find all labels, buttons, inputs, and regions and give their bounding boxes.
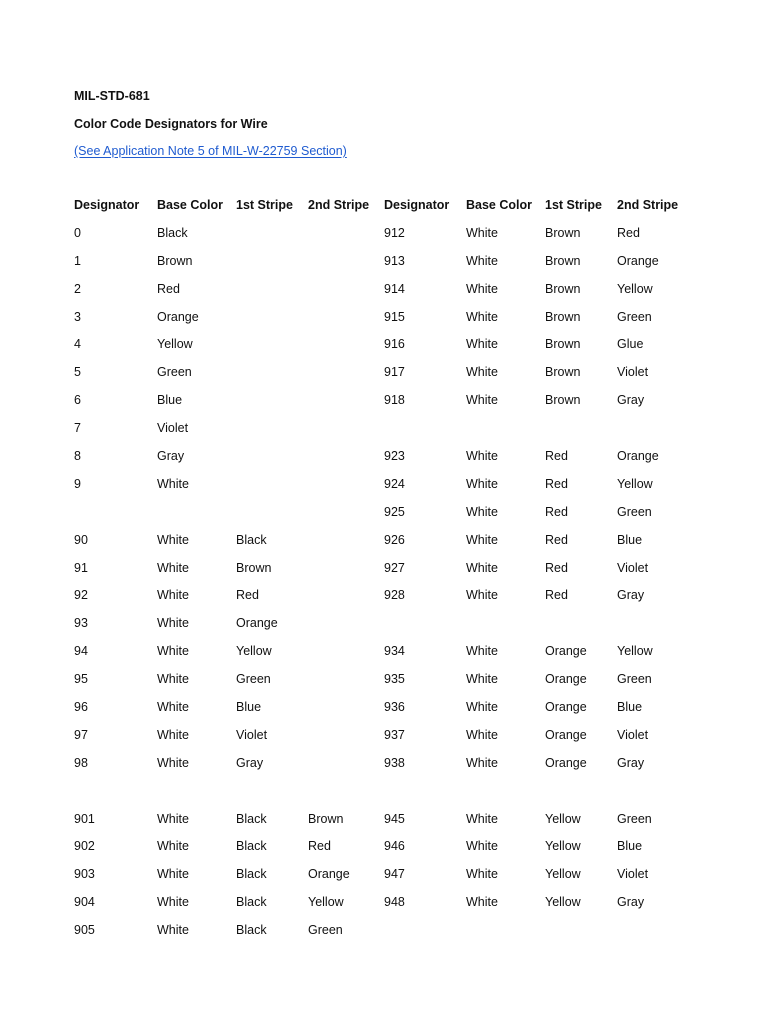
first-stripe-cell: Brown — [545, 225, 581, 240]
designator-cell: 97 — [74, 727, 88, 742]
second-stripe-cell: Gray — [617, 393, 645, 408]
second-stripe-cell: Yellow — [617, 476, 653, 491]
second-stripe-cell: Violet — [617, 727, 649, 742]
second-stripe-cell: Gray — [617, 755, 645, 770]
designator-cell: 925 — [384, 504, 405, 519]
base-color-cell: White — [466, 476, 498, 491]
base-color-cell: Black — [157, 225, 188, 240]
table-row — [74, 893, 714, 921]
header-designator: Designator — [384, 198, 450, 212]
designator-cell: 93 — [74, 616, 88, 631]
first-stripe-cell: Green — [236, 672, 271, 687]
designator-cell: 945 — [384, 811, 405, 826]
first-stripe-cell: Orange — [236, 616, 278, 631]
second-stripe-cell: Orange — [617, 449, 659, 464]
second-stripe-cell: Violet — [617, 560, 649, 575]
designator-cell: 90 — [74, 532, 88, 547]
header-designator: Designator — [74, 198, 140, 212]
base-color-cell: White — [466, 365, 498, 380]
first-stripe-cell: Red — [545, 588, 568, 603]
second-stripe-cell: Red — [617, 225, 640, 240]
first-stripe-cell: Orange — [545, 727, 587, 742]
color-code-table — [74, 196, 714, 949]
base-color-cell: Gray — [157, 449, 185, 464]
first-stripe-cell: Brown — [545, 393, 581, 408]
header-base-color: Base Color — [466, 198, 532, 212]
first-stripe-cell: Gray — [236, 755, 264, 770]
header-1st-stripe: 1st Stripe — [545, 198, 602, 212]
second-stripe-cell: Glue — [617, 337, 644, 352]
table-row — [74, 726, 714, 754]
document-subtitle: Color Code Designators for Wire — [74, 117, 268, 131]
second-stripe-cell: Blue — [617, 700, 643, 715]
table-row — [74, 531, 714, 559]
designator-cell: 918 — [384, 393, 405, 408]
table-row — [74, 586, 714, 614]
designator-cell: 6 — [74, 393, 81, 408]
designator-cell: 1 — [74, 253, 81, 268]
designator-cell: 905 — [74, 923, 95, 938]
table-row — [74, 782, 714, 810]
base-color-cell: White — [157, 755, 189, 770]
base-color-cell: Orange — [157, 309, 199, 324]
second-stripe-cell: Gray — [617, 895, 645, 910]
designator-cell: 94 — [74, 644, 88, 659]
designator-cell: 91 — [74, 560, 88, 575]
document-header — [74, 88, 714, 159]
second-stripe-cell: Orange — [617, 253, 659, 268]
base-color-cell: White — [157, 839, 189, 854]
second-stripe-cell: Yellow — [308, 895, 344, 910]
designator-cell: 913 — [384, 253, 405, 268]
header-base-color: Base Color — [157, 198, 223, 212]
table-row — [74, 224, 714, 252]
designator-cell: 936 — [384, 700, 405, 715]
base-color-cell: White — [466, 727, 498, 742]
table-row — [74, 419, 714, 447]
second-stripe-cell: Brown — [308, 811, 344, 826]
first-stripe-cell: Yellow — [545, 867, 581, 882]
base-color-cell: White — [466, 672, 498, 687]
designator-cell: 4 — [74, 337, 81, 352]
base-color-cell: White — [157, 727, 189, 742]
table-row — [74, 921, 714, 949]
base-color-cell: White — [466, 839, 498, 854]
second-stripe-cell: Violet — [617, 365, 649, 380]
table-row — [74, 391, 714, 419]
table-row — [74, 670, 714, 698]
second-stripe-cell: Green — [617, 504, 652, 519]
first-stripe-cell: Red — [545, 560, 568, 575]
table-row — [74, 308, 714, 336]
designator-cell: 7 — [74, 421, 81, 436]
table-header-row — [74, 196, 714, 224]
base-color-cell: Red — [157, 281, 180, 296]
first-stripe-cell: Yellow — [545, 839, 581, 854]
base-color-cell: White — [466, 755, 498, 770]
second-stripe-cell: Orange — [308, 867, 350, 882]
base-color-cell: White — [157, 588, 189, 603]
designator-cell: 935 — [384, 672, 405, 687]
designator-cell: 923 — [384, 449, 405, 464]
first-stripe-cell: Black — [236, 532, 267, 547]
base-color-cell: White — [157, 867, 189, 882]
first-stripe-cell: Black — [236, 895, 267, 910]
base-color-cell: White — [466, 393, 498, 408]
base-color-cell: White — [157, 560, 189, 575]
base-color-cell: White — [157, 811, 189, 826]
base-color-cell: White — [157, 700, 189, 715]
second-stripe-cell: Yellow — [617, 644, 653, 659]
first-stripe-cell: Brown — [545, 281, 581, 296]
designator-cell: 947 — [384, 867, 405, 882]
designator-cell: 5 — [74, 365, 81, 380]
header-2nd-stripe: 2nd Stripe — [308, 198, 370, 212]
designator-cell: 926 — [384, 532, 405, 547]
base-color-cell: White — [466, 867, 498, 882]
first-stripe-cell: Brown — [545, 309, 581, 324]
designator-cell: 924 — [384, 476, 405, 491]
first-stripe-cell: Orange — [545, 755, 587, 770]
header-2nd-stripe: 2nd Stripe — [617, 198, 679, 212]
first-stripe-cell: Orange — [545, 672, 587, 687]
table-row — [74, 614, 714, 642]
designator-cell: 9 — [74, 476, 81, 491]
second-stripe-cell: Green — [617, 672, 652, 687]
first-stripe-cell: Black — [236, 923, 267, 938]
designator-cell: 98 — [74, 755, 88, 770]
designator-cell: 915 — [384, 309, 405, 324]
designator-cell: 928 — [384, 588, 405, 603]
designator-cell: 2 — [74, 281, 81, 296]
table-row — [74, 475, 714, 503]
designator-cell: 927 — [384, 560, 405, 575]
table-row — [74, 252, 714, 280]
base-color-cell: White — [466, 449, 498, 464]
designator-cell: 3 — [74, 309, 81, 324]
base-color-cell: Blue — [157, 393, 183, 408]
first-stripe-cell: Orange — [545, 700, 587, 715]
designator-cell: 914 — [384, 281, 405, 296]
designator-cell: 92 — [74, 588, 88, 603]
first-stripe-cell: Brown — [545, 365, 581, 380]
table-row — [74, 335, 714, 363]
designator-cell: 8 — [74, 449, 81, 464]
table-row — [74, 754, 714, 782]
base-color-cell: White — [157, 923, 189, 938]
table-row — [74, 642, 714, 670]
base-color-cell: White — [466, 700, 498, 715]
application-note-link[interactable]: (See Application Note 5 of MIL-W-22759 Section) — [74, 144, 347, 158]
designator-cell: 912 — [384, 225, 405, 240]
designator-cell: 948 — [384, 895, 405, 910]
base-color-cell: White — [466, 588, 498, 603]
base-color-cell: White — [466, 504, 498, 519]
first-stripe-cell: Yellow — [545, 895, 581, 910]
second-stripe-cell: Gray — [617, 588, 645, 603]
table-row — [74, 503, 714, 531]
document-title: MIL-STD-681 — [74, 89, 150, 103]
header-1st-stripe: 1st Stripe — [236, 198, 293, 212]
base-color-cell: White — [157, 532, 189, 547]
base-color-cell: White — [466, 337, 498, 352]
first-stripe-cell: Black — [236, 811, 267, 826]
base-color-cell: White — [466, 644, 498, 659]
designator-cell: 902 — [74, 839, 95, 854]
base-color-cell: White — [466, 281, 498, 296]
base-color-cell: White — [466, 811, 498, 826]
first-stripe-cell: Red — [545, 449, 568, 464]
designator-cell: 938 — [384, 755, 405, 770]
first-stripe-cell: Brown — [236, 560, 272, 575]
designator-cell: 901 — [74, 811, 95, 826]
first-stripe-cell: Black — [236, 867, 267, 882]
base-color-cell: White — [157, 616, 189, 631]
first-stripe-cell: Brown — [545, 253, 581, 268]
first-stripe-cell: Red — [545, 476, 568, 491]
table-row — [74, 363, 714, 391]
designator-cell: 903 — [74, 867, 95, 882]
base-color-cell: White — [466, 560, 498, 575]
table-row — [74, 447, 714, 475]
base-color-cell: Brown — [157, 253, 193, 268]
first-stripe-cell: Red — [545, 532, 568, 547]
table-row — [74, 837, 714, 865]
base-color-cell: Green — [157, 365, 192, 380]
first-stripe-cell: Yellow — [236, 644, 272, 659]
table-body — [74, 224, 714, 949]
base-color-cell: Yellow — [157, 337, 193, 352]
table-row — [74, 810, 714, 838]
second-stripe-cell: Red — [308, 839, 331, 854]
second-stripe-cell: Green — [617, 309, 652, 324]
first-stripe-cell: Red — [545, 504, 568, 519]
first-stripe-cell: Red — [236, 588, 259, 603]
designator-cell: 96 — [74, 700, 88, 715]
base-color-cell: White — [466, 253, 498, 268]
base-color-cell: White — [157, 672, 189, 687]
base-color-cell: White — [466, 225, 498, 240]
designator-cell: 917 — [384, 365, 405, 380]
base-color-cell: White — [157, 644, 189, 659]
first-stripe-cell: Brown — [545, 337, 581, 352]
second-stripe-cell: Green — [308, 923, 343, 938]
designator-cell: 946 — [384, 839, 405, 854]
base-color-cell: White — [157, 895, 189, 910]
table-row — [74, 865, 714, 893]
second-stripe-cell: Yellow — [617, 281, 653, 296]
first-stripe-cell: Blue — [236, 700, 262, 715]
table-row — [74, 280, 714, 308]
second-stripe-cell: Violet — [617, 867, 649, 882]
base-color-cell: White — [466, 895, 498, 910]
designator-cell: 916 — [384, 337, 405, 352]
base-color-cell: White — [466, 309, 498, 324]
second-stripe-cell: Blue — [617, 532, 643, 547]
first-stripe-cell: Orange — [545, 644, 587, 659]
base-color-cell: White — [466, 532, 498, 547]
designator-cell: 934 — [384, 644, 405, 659]
designator-cell: 0 — [74, 225, 81, 240]
table-row — [74, 698, 714, 726]
second-stripe-cell: Green — [617, 811, 652, 826]
second-stripe-cell: Blue — [617, 839, 643, 854]
first-stripe-cell: Violet — [236, 727, 268, 742]
designator-cell: 95 — [74, 672, 88, 687]
first-stripe-cell: Yellow — [545, 811, 581, 826]
designator-cell: 904 — [74, 895, 95, 910]
table-row — [74, 559, 714, 587]
base-color-cell: White — [157, 476, 189, 491]
first-stripe-cell: Black — [236, 839, 267, 854]
designator-cell: 937 — [384, 727, 405, 742]
base-color-cell: Violet — [157, 421, 189, 436]
